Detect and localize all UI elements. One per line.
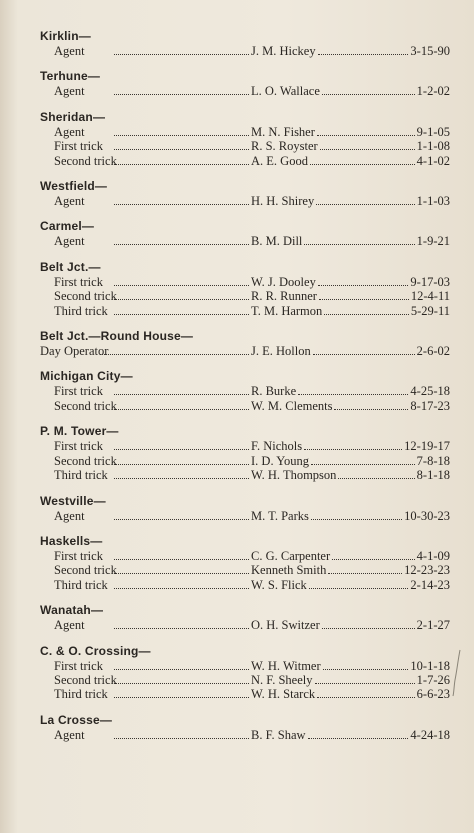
position-label: Third trick xyxy=(54,577,108,592)
dot-leader xyxy=(114,549,249,560)
roster-row xyxy=(40,728,450,742)
service-date: 4-24-18 xyxy=(410,727,450,742)
station-section xyxy=(40,109,450,168)
position-label: Second trick xyxy=(54,453,117,468)
service-date: 12-4-11 xyxy=(410,289,450,304)
dot-leader xyxy=(322,618,415,629)
service-date: 2-14-23 xyxy=(410,577,450,592)
station-name: P. M. Tower— xyxy=(40,424,119,439)
dot-leader xyxy=(308,728,409,739)
dot-leader xyxy=(318,275,409,286)
roster-row xyxy=(40,289,450,303)
dot-leader xyxy=(324,304,409,315)
roster-row xyxy=(40,384,450,398)
dot-leader xyxy=(319,289,409,300)
station-section xyxy=(40,533,450,592)
dot-leader xyxy=(114,454,249,465)
station-section xyxy=(40,218,450,248)
dot-leader xyxy=(322,84,415,95)
employee-name: C. G. Carpenter xyxy=(251,548,331,563)
service-date: 3-15-90 xyxy=(410,44,450,58)
position-label: Agent xyxy=(54,124,85,139)
position-label: First trick xyxy=(54,439,103,454)
service-date: 4-1-09 xyxy=(416,548,450,563)
employee-name: B. F. Shaw xyxy=(251,727,306,742)
station-section xyxy=(40,68,450,98)
station-section xyxy=(40,643,450,702)
station-section xyxy=(40,28,450,58)
position-label: Agent xyxy=(54,84,85,99)
dot-leader xyxy=(304,439,402,450)
position-label: Second trick xyxy=(54,153,117,168)
roster-row xyxy=(40,304,450,318)
station-section xyxy=(40,328,450,358)
dot-leader xyxy=(114,687,249,698)
dot-leader xyxy=(313,344,415,355)
service-date: 1-1-03 xyxy=(416,194,450,209)
position-label: First trick xyxy=(54,548,103,563)
dot-leader xyxy=(298,384,408,395)
position-label: First trick xyxy=(54,274,103,289)
employee-name: W. J. Dooley xyxy=(251,274,316,289)
position-label: Agent xyxy=(54,194,85,209)
employee-name: W. M. Clements xyxy=(251,398,333,413)
roster-row xyxy=(40,44,450,58)
dot-leader xyxy=(100,344,249,355)
position-label: First trick xyxy=(54,384,103,399)
dot-leader xyxy=(114,289,249,300)
roster-row xyxy=(40,687,450,701)
position-label: Agent xyxy=(54,618,85,633)
employee-name: O. H. Switzer xyxy=(251,618,320,633)
service-date: 9-17-03 xyxy=(410,274,450,289)
dot-leader xyxy=(311,454,415,465)
station-name: Kirklin— xyxy=(40,29,91,43)
station-name: Wanatah— xyxy=(40,603,104,618)
employee-name: R. R. Runner xyxy=(251,289,317,304)
position-label: Agent xyxy=(54,44,85,58)
roster-row xyxy=(40,275,450,289)
dot-leader xyxy=(114,618,249,629)
service-date: 8-1-18 xyxy=(416,468,450,483)
station-name: Belt Jct.—Round House— xyxy=(40,329,194,344)
roster-row xyxy=(40,454,450,468)
service-date: 10-1-18 xyxy=(410,658,450,673)
employee-name: H. H. Shirey xyxy=(251,194,315,209)
dot-leader xyxy=(316,194,414,205)
dot-leader xyxy=(328,563,402,574)
employee-name: J. M. Hickey xyxy=(251,44,316,58)
service-date: 2-1-27 xyxy=(416,618,450,633)
roster-row xyxy=(40,154,450,168)
station-name: Carmel— xyxy=(40,219,95,234)
dot-leader xyxy=(114,139,249,150)
employee-name: W. H. Thompson xyxy=(251,468,337,483)
employee-name: J. E. Hollon xyxy=(251,344,311,359)
roster-row xyxy=(40,344,450,358)
dot-leader xyxy=(114,275,249,286)
position-label: Agent xyxy=(54,508,85,523)
position-label: Third trick xyxy=(54,687,108,702)
employee-name: T. M. Harmon xyxy=(251,303,323,318)
dot-leader xyxy=(114,728,249,739)
pencil-mark xyxy=(452,648,462,698)
station-roster xyxy=(40,28,450,752)
service-date: 1-2-02 xyxy=(416,84,450,99)
employee-name: L. O. Wallace xyxy=(251,84,320,99)
dot-leader xyxy=(318,44,409,55)
position-label: Agent xyxy=(54,234,85,249)
roster-row xyxy=(40,234,450,248)
service-date: 9-1-05 xyxy=(416,124,450,139)
roster-row xyxy=(40,549,450,563)
service-date: 12-23-23 xyxy=(404,563,450,578)
employee-name: Kenneth Smith xyxy=(251,563,327,578)
station-name: Sheridan— xyxy=(40,109,106,124)
dot-leader xyxy=(334,399,408,410)
dot-leader xyxy=(114,509,249,520)
employee-name: A. E. Good xyxy=(251,153,308,168)
station-section xyxy=(40,493,450,523)
dot-leader xyxy=(317,687,415,698)
station-name: La Crosse— xyxy=(40,712,113,727)
station-name: Terhune— xyxy=(40,69,101,84)
roster-row xyxy=(40,439,450,453)
station-section xyxy=(40,259,450,318)
dot-leader xyxy=(311,509,402,520)
station-name: Haskells— xyxy=(40,533,103,548)
position-label: Day Operator xyxy=(40,344,109,359)
station-name: Belt Jct.— xyxy=(40,259,101,274)
employee-name: R. S. Royster xyxy=(251,139,318,154)
station-section xyxy=(40,423,450,482)
dot-leader xyxy=(114,125,249,136)
service-date: 7-8-18 xyxy=(416,453,450,468)
roster-row xyxy=(40,399,450,413)
position-label: Second trick xyxy=(54,563,117,578)
position-label: Second trick xyxy=(54,672,117,687)
station-section xyxy=(40,602,450,632)
position-label: Agent xyxy=(54,727,85,742)
dot-leader xyxy=(114,468,249,479)
service-date: 8-17-23 xyxy=(410,398,450,413)
employee-name: M. T. Parks xyxy=(251,508,309,523)
roster-row xyxy=(40,125,450,139)
position-label: First trick xyxy=(54,139,103,154)
dot-leader xyxy=(114,84,249,95)
service-date: 1-1-08 xyxy=(416,139,450,154)
service-date: 4-1-02 xyxy=(416,153,450,168)
roster-row xyxy=(40,194,450,208)
employee-name: M. N. Fisher xyxy=(251,124,315,139)
station-section xyxy=(40,178,450,208)
dot-leader xyxy=(114,399,249,410)
position-label: Second trick xyxy=(54,398,117,413)
service-date: 5-29-11 xyxy=(410,303,450,318)
employee-name: R. Burke xyxy=(251,384,297,399)
service-date: 4-25-18 xyxy=(410,384,450,399)
employee-name: B. M. Dill xyxy=(251,234,303,249)
roster-row xyxy=(40,563,450,577)
service-date: 6-6-23 xyxy=(416,687,450,702)
roster-row xyxy=(40,618,450,632)
roster-row xyxy=(40,659,450,673)
dot-leader xyxy=(338,468,414,479)
dot-leader xyxy=(320,139,415,150)
roster-row xyxy=(40,509,450,523)
roster-row xyxy=(40,139,450,153)
roster-row xyxy=(40,578,450,592)
employee-name: N. F. Sheely xyxy=(251,672,313,687)
dot-leader xyxy=(332,549,415,560)
dot-leader xyxy=(114,194,249,205)
dot-leader xyxy=(114,44,249,55)
dot-leader xyxy=(317,125,415,136)
employee-name: W. H. Starck xyxy=(251,687,316,702)
service-date: 10-30-23 xyxy=(404,508,450,523)
employee-name: W. H. Witmer xyxy=(251,658,321,673)
station-name: Westfield— xyxy=(40,179,108,194)
dot-leader xyxy=(310,154,415,165)
position-label: Third trick xyxy=(54,303,108,318)
employee-name: I. D. Young xyxy=(251,453,310,468)
dot-leader xyxy=(114,578,249,589)
dot-leader xyxy=(114,673,249,684)
position-label: Third trick xyxy=(54,468,108,483)
employee-name: W. S. Flick xyxy=(251,577,307,592)
station-name: C. & O. Crossing— xyxy=(40,643,151,658)
dot-leader xyxy=(114,439,249,450)
dot-leader xyxy=(114,563,249,574)
position-label: Second trick xyxy=(54,289,117,304)
roster-row xyxy=(40,84,450,98)
service-date: 12-19-17 xyxy=(404,439,450,454)
dot-leader xyxy=(114,304,249,315)
dot-leader xyxy=(309,578,409,589)
dot-leader xyxy=(323,659,409,670)
station-name: Westville— xyxy=(40,493,106,508)
dot-leader xyxy=(114,234,249,245)
service-date: 1-9-21 xyxy=(416,234,450,249)
dot-leader xyxy=(114,384,249,395)
dot-leader xyxy=(315,673,415,684)
station-section xyxy=(40,368,450,413)
roster-row xyxy=(40,673,450,687)
service-date: 2-6-02 xyxy=(416,344,450,359)
position-label: First trick xyxy=(54,658,103,673)
station-name: Michigan City— xyxy=(40,369,133,384)
dot-leader xyxy=(114,659,249,670)
dot-leader xyxy=(114,154,249,165)
roster-row xyxy=(40,468,450,482)
employee-name: F. Nichols xyxy=(251,439,303,454)
service-date: 1-7-26 xyxy=(416,672,450,687)
station-section xyxy=(40,712,450,742)
dot-leader xyxy=(304,234,414,245)
